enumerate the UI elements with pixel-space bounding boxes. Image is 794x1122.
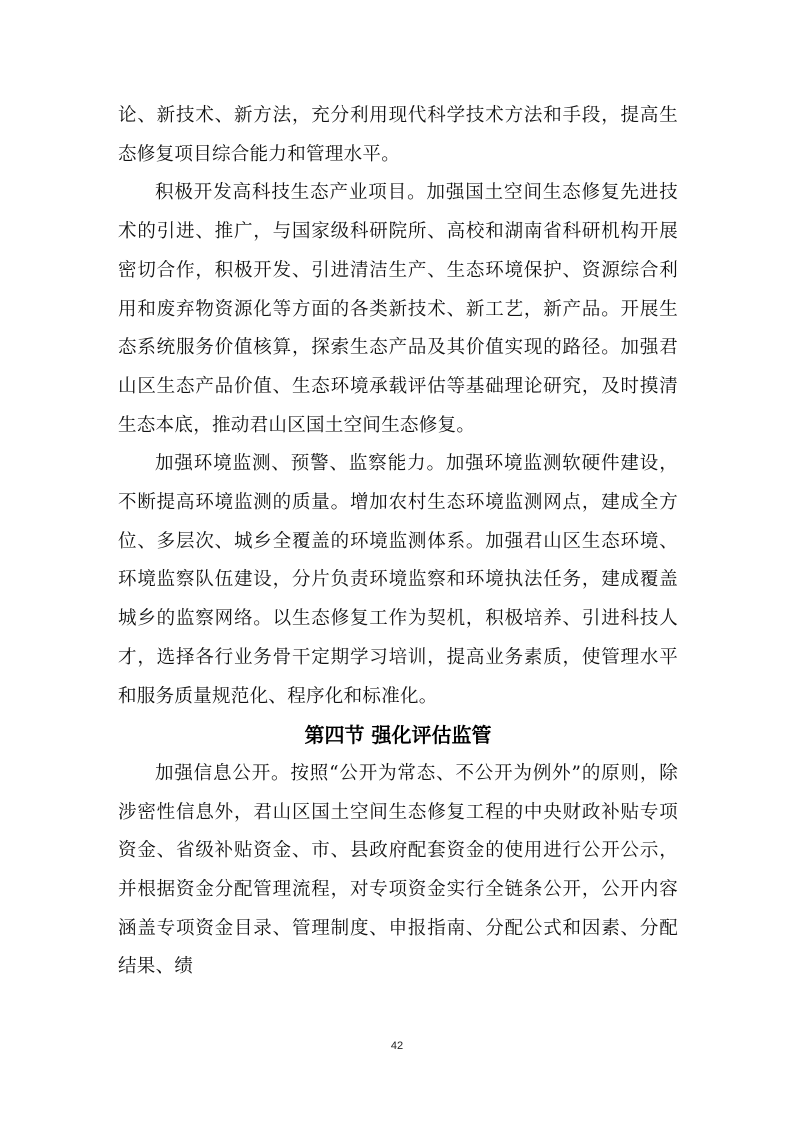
paragraph-environment-monitoring: 加强环境监测、预警、监察能力。加强环境监测软硬件建设，不断提高环境监测的质量。增加农村生态环境监测网点，建成全方位、多层次、城乡全覆盖的环境监测体系。加强君山区生态环境、环境监察队伍建设，分片负责环境监察和环境执法任务，建成覆盖城乡的监察网络。以生态修复工作为契机，积极培养、引进科技人才，选择各行业务骨干定期学习培训，提高业务素质，使管理水平和服务质量规范化、程序化和标准化。	[118, 453, 678, 707]
section-title: 第四节 强化评估监管	[304, 723, 492, 748]
page-content	[118, 97, 678, 987]
page-number: 42	[390, 1040, 404, 1052]
paragraph-continuation: 论、新技术、新方法，充分利用现代科学技术方法和手段，提高生态修复项目综合能力和管理水平。	[118, 105, 678, 165]
paragraph-information-disclosure: 加强信息公开。按照“公开为常态、不公开为例外”的原则，除涉密性信息外，君山区国土空间生态修复工程的中央财政补贴专项资金、省级补贴资金、市、县政府配套资金的使用进行公开公示，并根据资金分配管理流程，对专项资金实行全链条公开，公开内容涵盖专项资金目录、管理制度、申报指南、分配公式和因素、分配结果、绩	[118, 762, 678, 978]
paragraph-high-tech-industry: 积极开发高科技生态产业项目。加强国土空间生态修复先进技术的引进、推广，与国家级科研院所、高校和湖南省科研机构开展密切合作，积极开发、引进清洁生产、生态环境保护、资源综合利用和废弃物资源化等方面的各类新技术、新工艺，新产品。开展生态系统服务价值核算，探索生态产品及其价值实现的路径。加强君山区生态产品价值、生态环境承载评估等基础理论研究，及时摸清生态本底，推动君山区国土空间生态修复。	[118, 182, 678, 436]
